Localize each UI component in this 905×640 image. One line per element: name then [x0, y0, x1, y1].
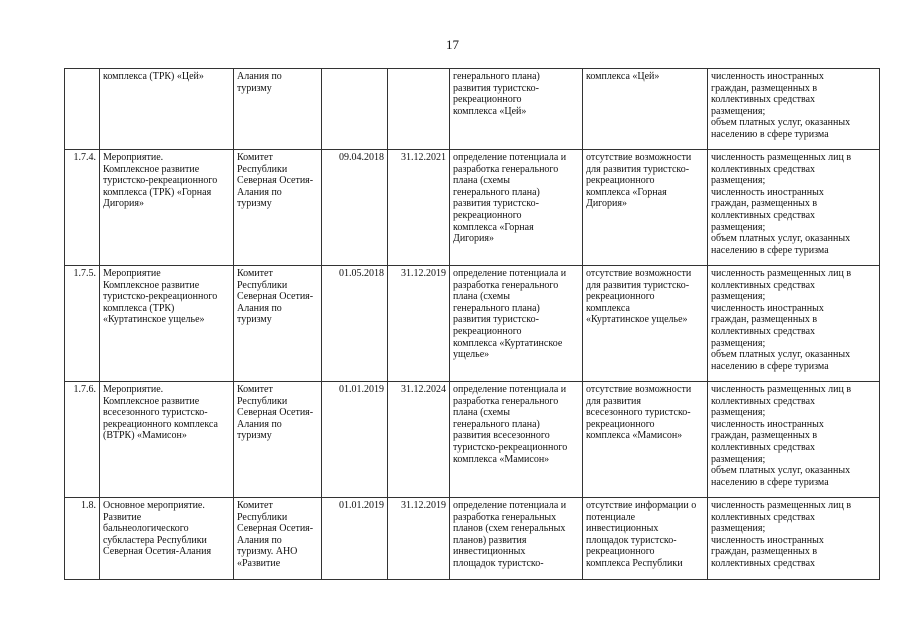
event-name-line: (ВТРК) «Мамисон»	[103, 430, 187, 442]
non-implementation-consequence-line: отсутствие возможности	[586, 268, 692, 279]
linked-indicators-cell	[708, 150, 880, 266]
expected-result-line: комплекса «Горная	[453, 221, 534, 233]
linked-indicators-line: численность иностранных	[711, 302, 824, 314]
non-implementation-consequence-line: комплекса Республики	[586, 557, 683, 569]
event-name-line: комплекса (ТРК)	[103, 302, 175, 314]
table-row	[65, 266, 880, 382]
expected-result-line: ущелье»	[453, 349, 490, 361]
linked-indicators-line: численность иностранных	[711, 71, 824, 82]
event-name-line: комплекса (ТРК) «Горная	[103, 186, 212, 198]
start-date: 09.04.2018	[339, 152, 384, 163]
linked-indicators-line: численность иностранных	[711, 534, 824, 546]
executor-cell	[234, 382, 322, 498]
expected-result-line: комплекса «Мамисон»	[453, 453, 550, 465]
executor-line: туризму	[237, 314, 272, 326]
linked-indicators-line: размещения;	[711, 175, 766, 187]
event-name-cell	[100, 382, 234, 498]
program-table	[64, 68, 880, 580]
event-name-line: Комплексное развитие	[103, 395, 200, 407]
expected-result-line: плана (схемы	[453, 407, 510, 419]
event-name-cell	[100, 266, 234, 382]
end-date: 31.12.2024	[401, 384, 446, 395]
event-name-line: Основное мероприятие.	[103, 500, 205, 511]
start-date: 01.01.2019	[339, 500, 384, 511]
linked-indicators-line: граждан, размещенных в	[711, 430, 818, 442]
executor-line: Комитет	[237, 384, 273, 395]
expected-result-line: Дигория»	[453, 233, 494, 245]
linked-indicators-line: населению в сфере туризма	[711, 128, 829, 140]
expected-result-line: генерального плана)	[453, 302, 540, 314]
executor-line: Комитет	[237, 500, 273, 511]
start-date: 01.05.2018	[339, 268, 384, 279]
event-name-line: «Куртатинское ущелье»	[103, 314, 205, 326]
non-implementation-consequence-line: инвестиционных	[586, 523, 659, 535]
executor-line: Северная Осетия-	[237, 523, 314, 535]
linked-indicators-line: численность иностранных	[711, 186, 824, 198]
linked-indicators-line: граждан, размещенных в	[711, 198, 818, 210]
start-date-cell	[322, 69, 388, 150]
non-implementation-consequence-line: отсутствие возможности	[586, 152, 692, 163]
expected-result-line: площадок туристско-	[453, 557, 544, 569]
non-implementation-consequence-line: Дигория»	[586, 198, 627, 210]
end-date-cell	[388, 382, 450, 498]
expected-result-line: развития туристско-	[453, 198, 539, 210]
end-date: 31.12.2021	[401, 152, 446, 163]
event-name-line: Комплексное развитие	[103, 279, 200, 291]
event-name-cell	[100, 150, 234, 266]
non-implementation-consequence-cell	[583, 150, 708, 266]
expected-result-line: генерального плана)	[453, 186, 540, 198]
expected-result-line: рекреационного	[453, 209, 522, 221]
executor-line: «Развитие	[237, 557, 281, 569]
linked-indicators-line: размещения;	[711, 291, 766, 303]
start-date-cell	[322, 266, 388, 382]
linked-indicators-line: коллективных средствах	[711, 325, 816, 337]
event-name-line: всесезонного туристско-	[103, 407, 208, 419]
non-implementation-consequence-line: отсутствие информации о	[586, 500, 697, 511]
event-name-line: Дигория»	[103, 198, 144, 210]
row-number-cell	[65, 266, 100, 382]
non-implementation-consequence-line: «Куртатинское ущелье»	[586, 314, 688, 326]
linked-indicators-line: размещения;	[711, 407, 766, 419]
start-date-cell	[322, 498, 388, 580]
row-number: 1.7.4.	[73, 152, 96, 163]
end-date: 31.12.2019	[401, 500, 446, 511]
event-name-cell	[100, 498, 234, 580]
non-implementation-consequence-line: комплекса «Цей»	[586, 71, 660, 82]
expected-result-line: определение потенциала и	[453, 268, 567, 279]
expected-result-line: генерального плана)	[453, 71, 540, 82]
event-name-line: Северная Осетия-Алания	[103, 546, 212, 558]
expected-result-line: разработка генерального	[453, 163, 559, 175]
end-date-cell	[388, 69, 450, 150]
executor-line: Республики	[237, 511, 288, 523]
executor-line: туризму	[237, 430, 272, 442]
page-number: 17	[446, 37, 459, 52]
expected-result-line: определение потенциала и	[453, 500, 567, 511]
linked-indicators-cell	[708, 266, 880, 382]
executor-line: Северная Осетия-	[237, 291, 314, 303]
executor-cell	[234, 69, 322, 150]
linked-indicators-line: размещения;	[711, 221, 766, 233]
linked-indicators-line: размещения;	[711, 523, 766, 535]
start-date-cell	[322, 382, 388, 498]
expected-result-cell	[450, 266, 583, 382]
non-implementation-consequence-line: отсутствие возможности	[586, 384, 692, 395]
linked-indicators-line: объем платных услуг, оказанных	[711, 465, 851, 477]
linked-indicators-line: объем платных услуг, оказанных	[711, 117, 851, 129]
event-name-line: туристско-рекреационного	[103, 175, 218, 187]
non-implementation-consequence-line: рекреационного	[586, 291, 655, 303]
linked-indicators-line: населению в сфере туризма	[711, 244, 829, 256]
linked-indicators-line: граждан, размещенных в	[711, 546, 818, 558]
executor-line: Республики	[237, 163, 288, 175]
table-row	[65, 150, 880, 266]
expected-result-line: разработка генеральных	[453, 511, 557, 523]
start-date-cell	[322, 150, 388, 266]
linked-indicators-line: коллективных средствах	[711, 163, 816, 175]
row-number-cell	[65, 150, 100, 266]
expected-result-line: развития туристско-	[453, 314, 539, 326]
non-implementation-consequence-line: потенциале	[586, 511, 636, 523]
linked-indicators-line: коллективных средствах	[711, 441, 816, 453]
row-number-cell	[65, 382, 100, 498]
linked-indicators-line: граждан, размещенных в	[711, 82, 818, 94]
linked-indicators-line: коллективных средствах	[711, 94, 816, 106]
non-implementation-consequence-line: комплекса «Мамисон»	[586, 430, 683, 442]
end-date-cell	[388, 266, 450, 382]
table-body	[65, 69, 880, 580]
non-implementation-consequence-line: рекреационного	[586, 546, 655, 558]
linked-indicators-line: граждан, размещенных в	[711, 314, 818, 326]
expected-result-cell	[450, 382, 583, 498]
non-implementation-consequence-line: рекреационного	[586, 175, 655, 187]
event-name-line: бальнеологического	[103, 523, 189, 535]
expected-result-line: развития туристско-	[453, 82, 539, 94]
linked-indicators-line: размещения;	[711, 337, 766, 349]
end-date-cell	[388, 150, 450, 266]
end-date-cell	[388, 498, 450, 580]
row-number: 1.7.6.	[73, 384, 96, 395]
event-name-line: Развитие	[103, 511, 142, 523]
linked-indicators-line: численность размещенных лиц в	[711, 268, 852, 279]
event-name-line: комплекса (ТРК) «Цей»	[103, 71, 204, 82]
executor-line: туризму	[237, 198, 272, 210]
linked-indicators-cell	[708, 382, 880, 498]
executor-line: Республики	[237, 395, 288, 407]
linked-indicators-cell	[708, 69, 880, 150]
linked-indicators-line: коллективных средствах	[711, 279, 816, 291]
executor-line: туризму. АНО	[237, 546, 298, 558]
non-implementation-consequence-cell	[583, 266, 708, 382]
expected-result-cell	[450, 498, 583, 580]
linked-indicators-line: численность размещенных лиц в	[711, 152, 852, 163]
executor-line: Алания по	[237, 418, 282, 430]
event-name-line: субкластера Республики	[103, 534, 207, 546]
linked-indicators-line: населению в сфере туризма	[711, 476, 829, 488]
executor-line: Алания по	[237, 534, 282, 546]
non-implementation-consequence-line: комплекса «Горная	[586, 186, 667, 198]
non-implementation-consequence-cell	[583, 382, 708, 498]
linked-indicators-cell	[708, 498, 880, 580]
event-name-cell	[100, 69, 234, 150]
expected-result-line: генерального плана)	[453, 418, 540, 430]
executor-line: Алания по	[237, 71, 282, 82]
row-number: 1.8.	[81, 500, 96, 511]
event-name-line: Мероприятие.	[103, 152, 164, 163]
linked-indicators-line: размещения;	[711, 453, 766, 465]
row-number: 1.7.5.	[73, 268, 96, 279]
executor-cell	[234, 150, 322, 266]
linked-indicators-line: коллективных средствах	[711, 557, 816, 569]
executor-line: туризму	[237, 82, 272, 94]
executor-line: Алания по	[237, 186, 282, 198]
linked-indicators-line: объем платных услуг, оказанных	[711, 233, 851, 245]
linked-indicators-line: численность иностранных	[711, 418, 824, 430]
expected-result-cell	[450, 150, 583, 266]
executor-line: Комитет	[237, 268, 273, 279]
non-implementation-consequence-line: площадок туристско-	[586, 534, 677, 546]
non-implementation-consequence-line: для развития туристско-	[586, 163, 690, 175]
non-implementation-consequence-line: для развития туристско-	[586, 279, 690, 291]
event-name-line: Комплексное развитие	[103, 163, 200, 175]
table-row	[65, 498, 880, 580]
expected-result-line: рекреационного	[453, 325, 522, 337]
non-implementation-consequence-line: рекреационного	[586, 418, 655, 430]
end-date: 31.12.2019	[401, 268, 446, 279]
expected-result-line: туристско-рекреационного	[453, 441, 568, 453]
executor-line: Алания по	[237, 302, 282, 314]
expected-result-line: плана (схемы	[453, 291, 510, 303]
executor-line: Комитет	[237, 152, 273, 163]
executor-cell	[234, 266, 322, 382]
linked-indicators-line: коллективных средствах	[711, 511, 816, 523]
expected-result-line: определение потенциала и	[453, 384, 567, 395]
expected-result-line: разработка генерального	[453, 279, 559, 291]
expected-result-line: планов) развития	[453, 534, 527, 546]
expected-result-line: рекреационного	[453, 94, 522, 106]
expected-result-line: инвестиционных	[453, 546, 526, 558]
linked-indicators-line: численность размещенных лиц в	[711, 384, 852, 395]
expected-result-line: развития всесезонного	[453, 430, 550, 442]
expected-result-line: разработка генерального	[453, 395, 559, 407]
executor-line: Северная Осетия-	[237, 175, 314, 187]
linked-indicators-line: коллективных средствах	[711, 209, 816, 221]
non-implementation-consequence-line: для развития	[586, 395, 641, 407]
expected-result-line: определение потенциала и	[453, 152, 567, 163]
event-name-line: туристско-рекреационного	[103, 291, 218, 303]
expected-result-line: плана (схемы	[453, 175, 510, 187]
row-number-cell	[65, 69, 100, 150]
non-implementation-consequence-line: всесезонного туристско-	[586, 407, 691, 419]
linked-indicators-line: объем платных услуг, оказанных	[711, 349, 851, 361]
non-implementation-consequence-cell	[583, 69, 708, 150]
table-row	[65, 382, 880, 498]
linked-indicators-line: коллективных средствах	[711, 395, 816, 407]
expected-result-cell	[450, 69, 583, 150]
expected-result-line: планов (схем генеральных	[453, 523, 566, 535]
start-date: 01.01.2019	[339, 384, 384, 395]
non-implementation-consequence-line: комплекса	[586, 302, 630, 314]
row-number-cell	[65, 498, 100, 580]
linked-indicators-line: населению в сфере туризма	[711, 360, 829, 372]
expected-result-line: комплекса «Куртатинское	[453, 337, 563, 349]
linked-indicators-line: размещения;	[711, 105, 766, 117]
table-row	[65, 69, 880, 150]
executor-line: Северная Осетия-	[237, 407, 314, 419]
expected-result-line: комплекса «Цей»	[453, 105, 527, 117]
event-name-line: Мероприятие.	[103, 384, 164, 395]
event-name-line: Мероприятие	[103, 268, 161, 279]
non-implementation-consequence-cell	[583, 498, 708, 580]
linked-indicators-line: численность размещенных лиц в	[711, 500, 852, 511]
event-name-line: рекреационного комплекса	[103, 418, 218, 430]
executor-cell	[234, 498, 322, 580]
executor-line: Республики	[237, 279, 288, 291]
